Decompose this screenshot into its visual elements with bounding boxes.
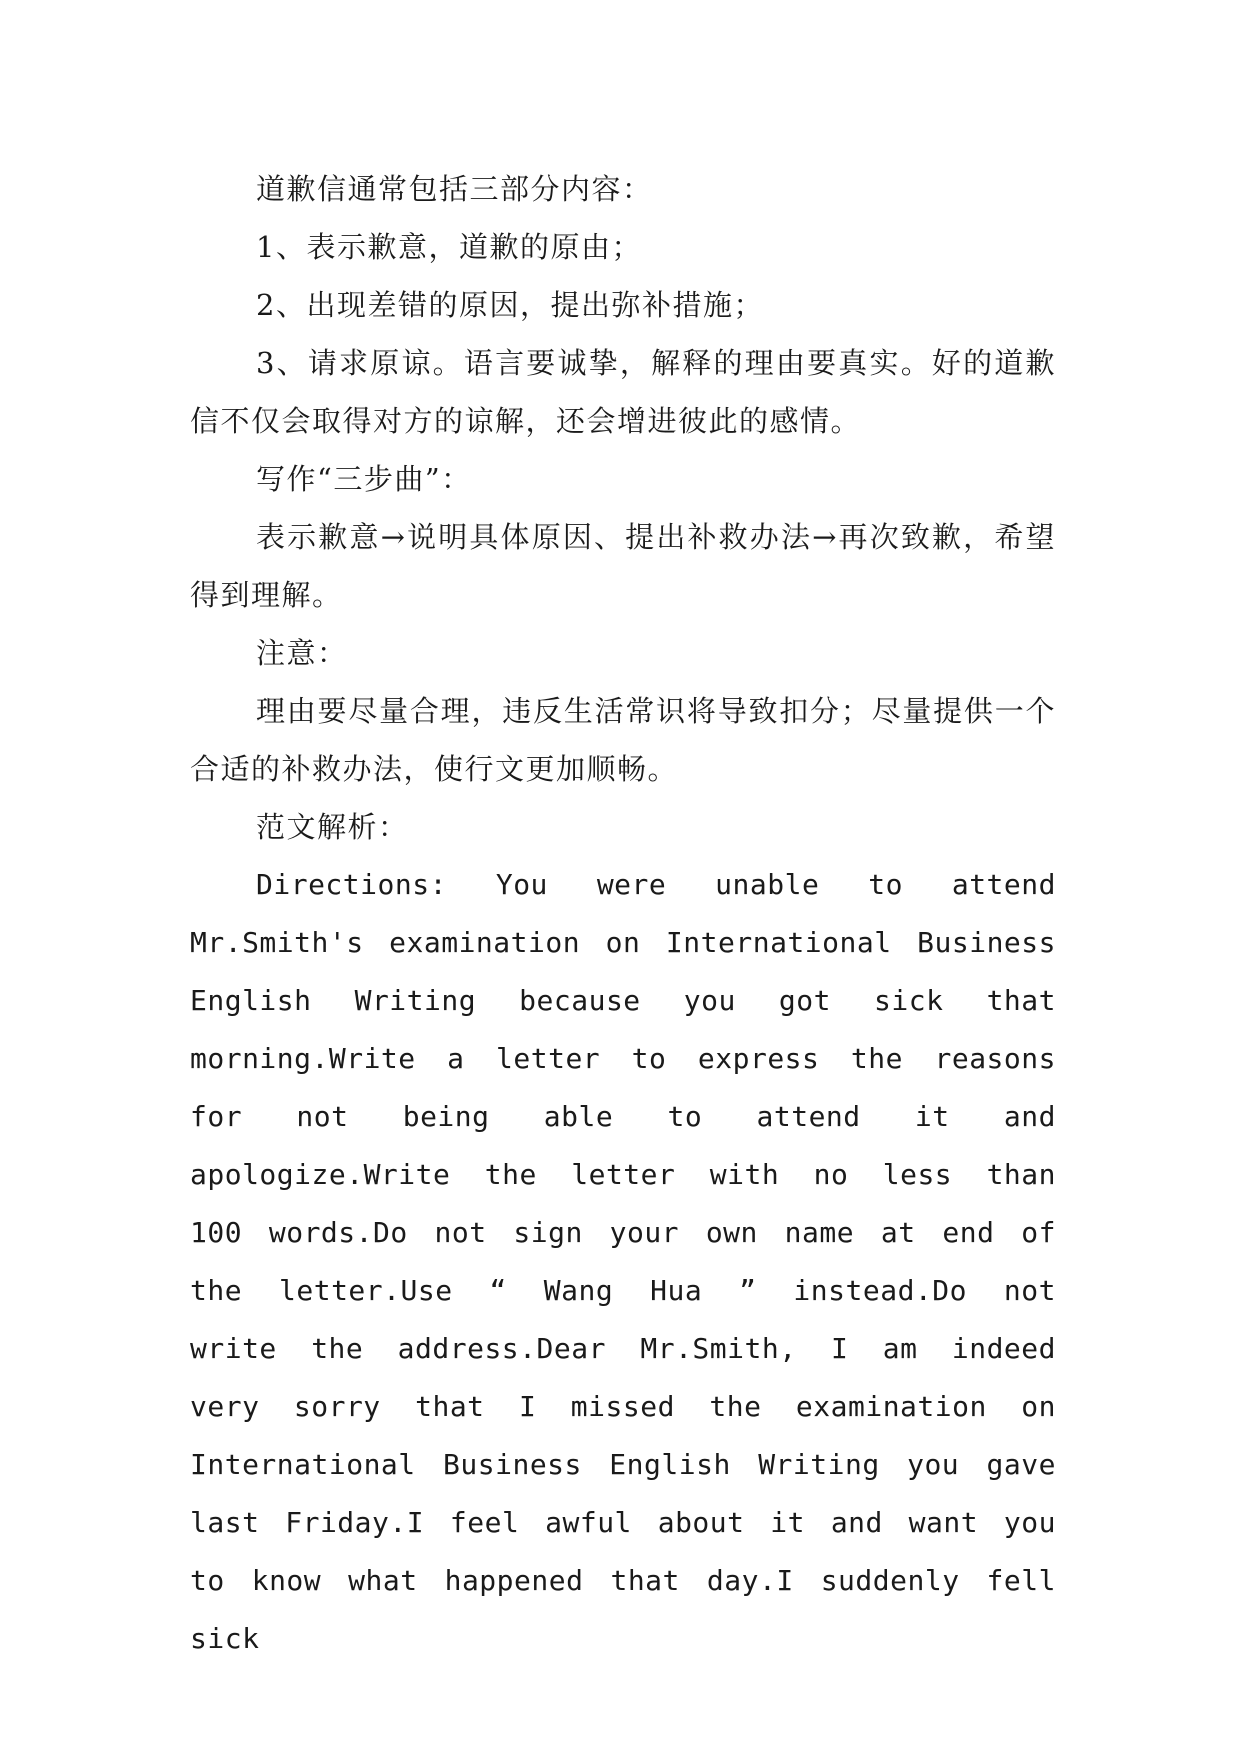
document-body <box>190 160 1056 1668</box>
paragraph-point-2: 2、出现差错的原因，提出弥补措施； <box>256 288 764 322</box>
paragraph-sample-heading: 范文解析： <box>256 810 409 844</box>
paragraph-note-heading: 注意： <box>256 636 348 670</box>
paragraph-intro: 道歉信通常包括三部分内容： <box>256 172 653 206</box>
paragraph-point-1: 1、表示歉意，道歉的原由； <box>256 230 642 264</box>
paragraph-three-steps-heading: 写作“三步曲”： <box>256 462 472 496</box>
paragraph-three-steps: 表示歉意→说明具体原因、提出补救办法→再次致歉，希望得到理解。 <box>190 520 1056 612</box>
paragraph-sample-text: Directions: You were unable to attend Mr.Smith's examination on International Business English Writing because you got sick that morning.Write a letter to express the reasons for not being able to attend it and apologize.Write the letter with no less than 100 words.Do not sign your own name at end of the letter.Use “ Wang Hua ” instead.Do not write the address.Dear Mr.Smith, I am indeed very sorry that I missed the examination on International Business English Writing you gave last Friday.I feel awful about it and want you to know what happened that day.I suddenly fell sick <box>190 868 1056 1655</box>
paragraph-point-3: 3、请求原谅。语言要诚挚，解释的理由要真实。好的道歉信不仅会取得对方的谅解，还会增进彼此的感情。 <box>190 346 1056 438</box>
paragraph-note: 理由要尽量合理，违反生活常识将导致扣分；尽量提供一个合适的补救办法，使行文更加顺畅。 <box>190 694 1056 786</box>
